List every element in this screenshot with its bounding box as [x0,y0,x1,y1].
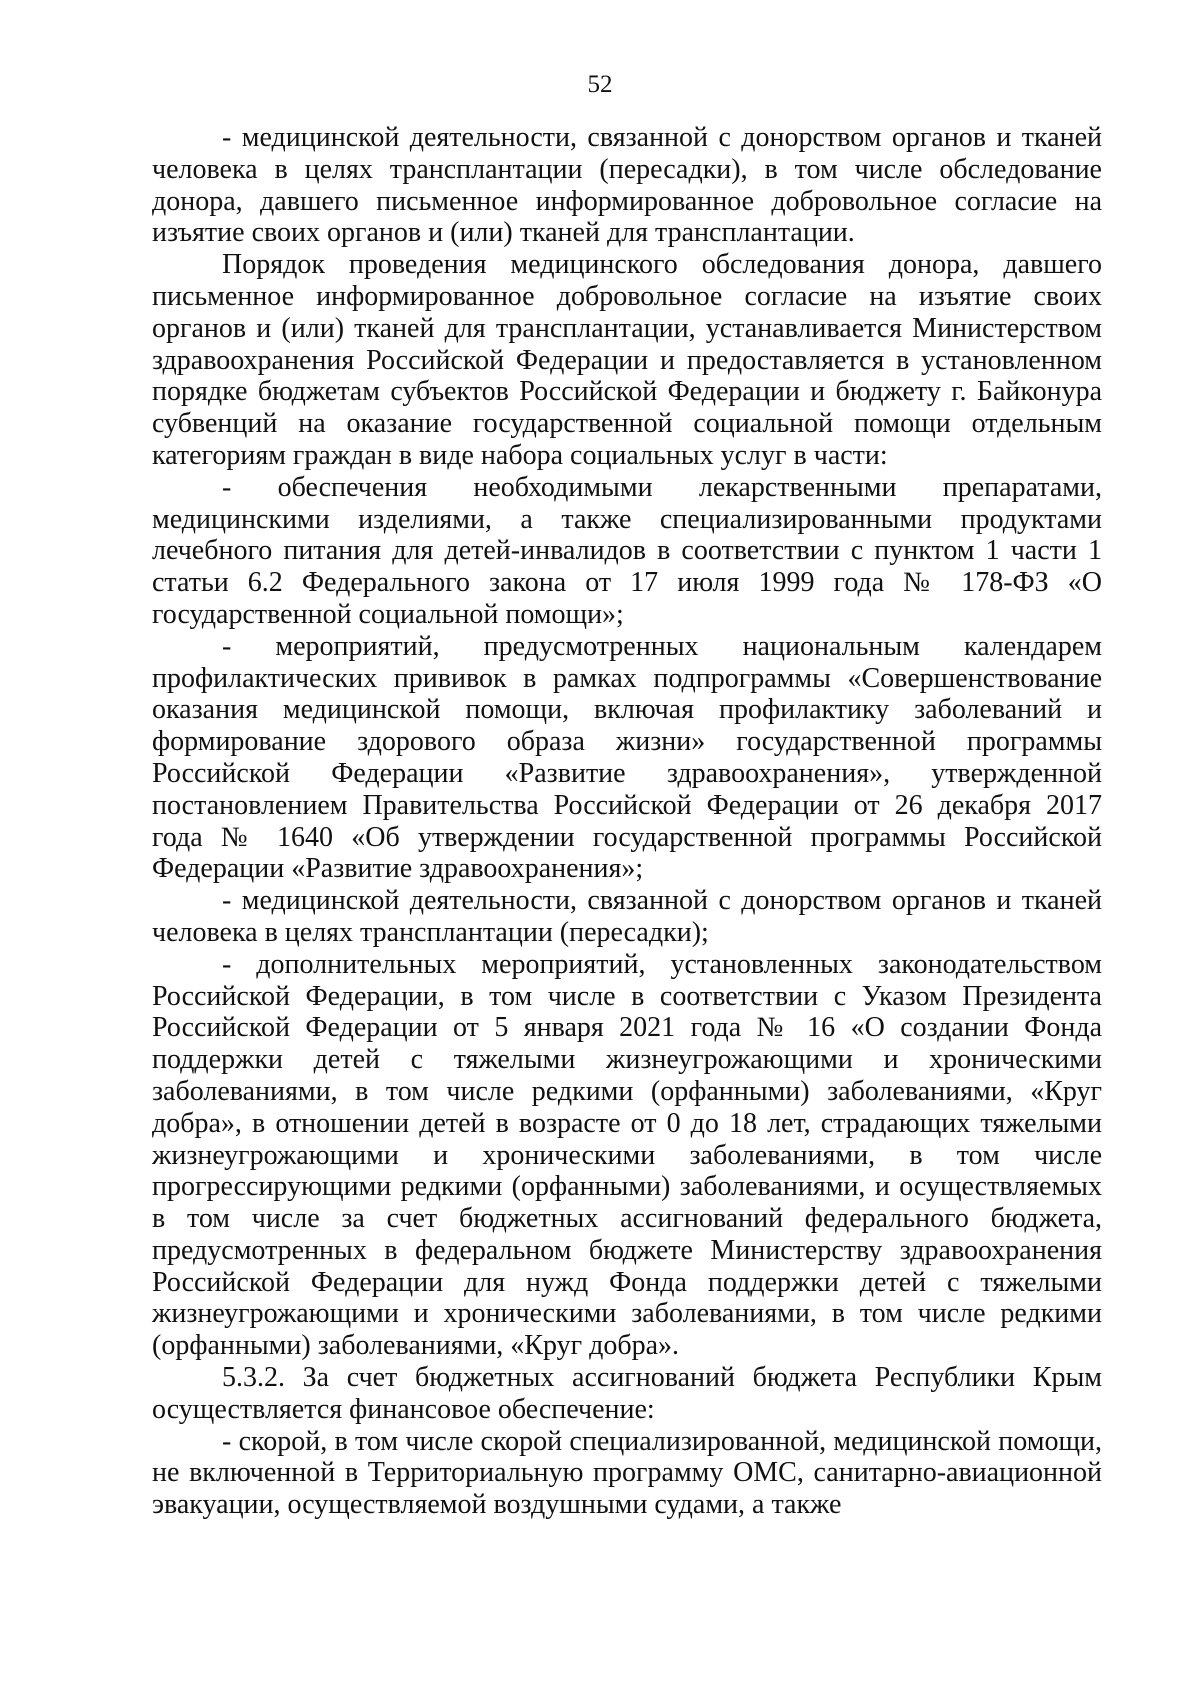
paragraph-donor-medical-activity: - медицинской деятельности, связанной с донорством органов и тканей человека в целях трансплантации (пересадки), в том числе обследование донора, давшего письменное информированное добровольное согласие на изъятие своих органов и (или) тканей для трансплантации. [152,122,1102,249]
paragraph-section-5-3-2: 5.3.2. За счет бюджетных ассигнований бюджета Республики Крым осуществляется финансовое обеспечение: [152,1362,1102,1425]
document-body [152,122,1102,1521]
paragraph-additional-measures: - дополнительных мероприятий, установленных законодательством Российской Федерации, в том числе в соответствии с Указом Президента Российской Федерации от 5 января 2021 года № 16 «О создании Фонда поддержки детей с тяжелыми жизнеугрожающими и хроническими заболеваниями, в том числе редкими (орфанными) заболеваниями, «Круг добра», в отношении детей в возрасте от 0 до 18 лет, страдающих тяжелыми жизнеугрожающими и хроническими заболеваниями, в том числе прогрессирующими редкими (орфанными) заболеваниями, и осуществляемых в том числе за счет бюджетных ассигнований федерального бюджета, предусмотренных в федеральном бюджете Министерству здравоохранения Российской Федерации для нужд Фонда поддержки детей с тяжелыми жизнеугрожающими и хроническими заболеваниями, в том числе редкими (орфанными) заболеваниями, «Круг добра». [152,948,1102,1362]
page-number: 52 [587,71,613,98]
paragraph-donor-transplantation: - медицинской деятельности, связанной с донорством органов и тканей человека в целях трансплантации (пересадки); [152,885,1102,948]
paragraph-emergency-care: - скорой, в том числе скорой специализированной, медицинской помощи, не включенной в Территориальную программу ОМС, санитарно-авиационной эвакуации, осуществляемой воздушными судами, а также [152,1425,1102,1521]
paragraph-examination-procedure: Порядок проведения медицинского обследования донора, давшего письменное информированное добровольное согласие на изъятие своих органов и (или) тканей для трансплантации, устанавливается Министерством здравоохранения Российской Федерации и предоставляется в установленном порядке бюджетам субъектов Российской Федерации и бюджету г. Байконура субвенций на оказание государственной социальной помощи отдельным категориям граждан в виде набора социальных услуг в части: [152,249,1102,471]
paragraph-vaccination-calendar: - мероприятий, предусмотренных национальным календарем профилактических прививок в рамках подпрограммы «Совершенствование оказания медицинской помощи, включая профилактику заболеваний и формирование здорового образа жизни» государственной программы Российской Федерации «Развитие здравоохранения», утвержденной постановлением Правительства Российской Федерации от 26 декабря 2017 года № 1640 «Об утверждении государственной программы Российской Федерации «Развитие здравоохранения»; [152,630,1102,885]
paragraph-medicines-provision: - обеспечения необходимыми лекарственными препаратами, медицинскими изделиями, а также специализированными продуктами лечебного питания для детей-инвалидов в соответствии с пунктом 1 части 1 статьи 6.2 Федерального закона от 17 июля 1999 года № 178-ФЗ «О государственной социальной помощи»; [152,471,1102,630]
